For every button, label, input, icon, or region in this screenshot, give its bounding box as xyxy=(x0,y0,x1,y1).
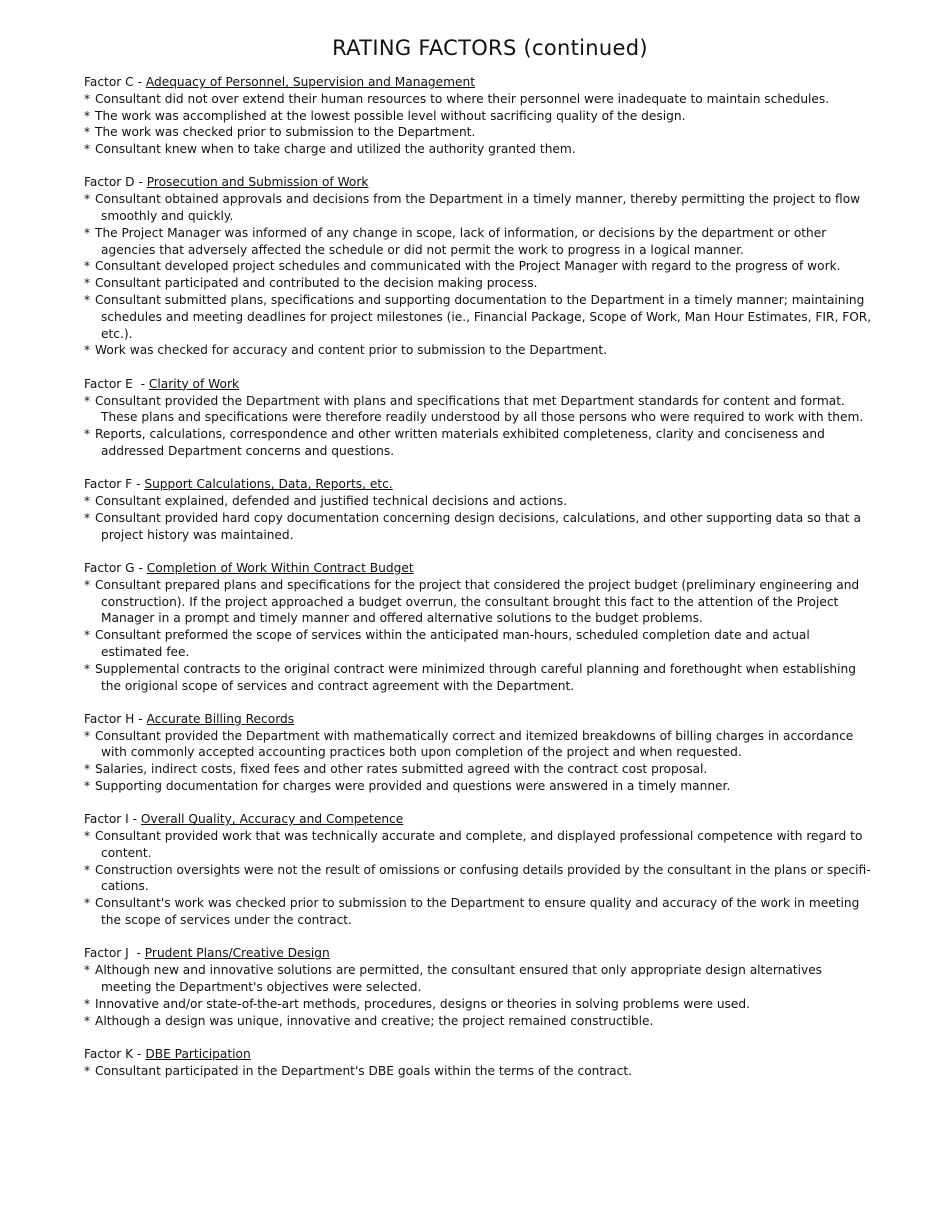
factor-section xyxy=(84,74,874,158)
criteria-text: Consultant provided the Department with mathematically correct and itemized breakdowns of billing charges in accordance with commonly accepted accounting practices both upon completion of the project and when requested. xyxy=(95,728,854,760)
criteria-text: Work was checked for accuracy and content prior to submission to the Department. xyxy=(95,343,607,358)
criteria-text: Consultant developed project schedules and communicated with the Project Manager with regard to the progress of work. xyxy=(95,259,841,274)
factor-title: Clarity of Work xyxy=(148,376,240,391)
criteria-item xyxy=(84,258,874,275)
criteria-item xyxy=(84,225,874,259)
factor-label: Factor G - xyxy=(84,560,147,575)
criteria-item xyxy=(84,761,874,778)
criteria-item xyxy=(84,661,874,695)
criteria-text: Consultant explained, defended and justified technical decisions and actions. xyxy=(95,494,568,509)
bullet-asterisk: * xyxy=(84,91,91,106)
factor-title: DBE Participation xyxy=(145,1046,251,1061)
bullet-asterisk: * xyxy=(84,762,91,777)
criteria-text: Consultant's work was checked prior to submission to the Department to ensure quality and accuracy of the work in meeting the scope of services under the contract. xyxy=(95,896,860,928)
factor-label: Factor J - xyxy=(84,946,145,961)
criteria-item xyxy=(84,895,874,929)
criteria-text: Supplemental contracts to the original contract were minimized through careful planning and forethought when establishing the origional scope of services and contract agreement with the Department. xyxy=(95,661,856,693)
bullet-asterisk: * xyxy=(84,125,91,140)
factor-heading xyxy=(84,376,874,393)
criteria-text: Although new and innovative solutions are permitted, the consultant ensured that only appropriate design alternatives meeting the Department's objectives were selected. xyxy=(95,963,823,994)
factor-title: Adequacy of Personnel, Supervision and Management xyxy=(145,75,476,89)
criteria-text: Salaries, indirect costs, fixed fees and other rates submitted agreed with the contract cost proposal. xyxy=(95,762,708,777)
criteria-text: Consultant obtained approvals and decisions from the Department in a timely manner, thereby permitting the project to flow smoothly and quickly. xyxy=(95,192,861,224)
factor-section xyxy=(84,711,874,795)
criteria-item xyxy=(84,292,874,342)
criteria-item xyxy=(84,275,874,292)
criteria-item xyxy=(84,1013,874,1030)
criteria-item xyxy=(84,862,874,896)
factor-section xyxy=(84,560,874,694)
factor-label: Factor E - xyxy=(84,376,149,391)
factor-title: Accurate Billing Records xyxy=(146,711,295,726)
criteria-list xyxy=(84,493,874,543)
criteria-text: Supporting documentation for charges were provided and questions were answered in a timely manner. xyxy=(95,778,731,793)
criteria-item xyxy=(84,962,874,996)
factor-title: Support Calculations, Data, Reports, etc. xyxy=(144,477,393,492)
criteria-text: Consultant did not over extend their human resources to where their personnel were inadequate to maintain schedules. xyxy=(95,91,830,106)
criteria-text: The work was checked prior to submission to the Department. xyxy=(95,125,476,140)
criteria-list xyxy=(84,962,874,1029)
criteria-text: Consultant provided hard copy documentation concerning design decisions, calculations, and other supporting data so that a project history was maintained. xyxy=(95,510,861,542)
factor-heading xyxy=(84,476,874,493)
factor-label: Factor H - xyxy=(84,711,147,726)
factor-heading xyxy=(84,811,874,828)
page-title: RATING FACTORS (continued) xyxy=(332,36,648,60)
factor-title: Overall Quality, Accuracy and Competence xyxy=(140,812,404,827)
factor-title: Prudent Plans/Creative Design xyxy=(144,946,330,961)
criteria-list xyxy=(84,577,874,695)
criteria-item xyxy=(84,728,874,762)
criteria-text: Although a design was unique, innovative and creative; the project remained constructible. xyxy=(95,1013,654,1028)
factor-list xyxy=(84,74,874,1079)
bullet-asterisk: * xyxy=(84,996,91,1011)
criteria-list xyxy=(84,91,874,158)
bullet-asterisk: * xyxy=(84,829,91,844)
bullet-asterisk: * xyxy=(84,577,91,592)
bullet-asterisk: * xyxy=(84,259,91,274)
criteria-text: Consultant provided the Department with plans and specifications that met Department standards for content and format. These plans and specifications were therefore readily understood by all those persons who were required to work with them. xyxy=(95,393,864,425)
criteria-text: Consultant participated and contributed to the decision making process. xyxy=(95,276,538,291)
criteria-text: Reports, calculations, correspondence and other written materials exhibited completeness, clarity and conciseness and addressed Department concerns and questions. xyxy=(95,427,825,458)
factor-label: Factor K - xyxy=(84,1046,146,1061)
factor-label: Factor I - xyxy=(84,812,141,827)
criteria-item xyxy=(84,141,874,158)
factor-label: Factor C - xyxy=(84,75,146,89)
bullet-asterisk: * xyxy=(84,225,91,240)
criteria-item xyxy=(84,627,874,661)
bullet-asterisk: * xyxy=(84,343,91,358)
bullet-asterisk: * xyxy=(84,661,91,676)
criteria-text: Consultant submitted plans, specifications and supporting documentation to the Department in a timely manner; maintaining schedules and meeting deadlines for project milestones (ie., Financial Package, Scope of Work, Man Hour Estimates, FIR, FOR, etc.). xyxy=(95,293,872,341)
criteria-list xyxy=(84,191,874,359)
criteria-item xyxy=(84,778,874,795)
criteria-item xyxy=(84,393,874,427)
factor-heading xyxy=(84,711,874,728)
bullet-asterisk: * xyxy=(84,628,91,643)
criteria-item xyxy=(84,108,874,125)
criteria-item xyxy=(84,191,874,225)
criteria-text: Consultant preformed the scope of services within the anticipated man-hours, scheduled completion date and actual estimated fee. xyxy=(95,628,810,659)
factor-section xyxy=(84,811,874,929)
factor-section xyxy=(84,1046,874,1080)
criteria-list xyxy=(84,393,874,460)
criteria-text: Consultant knew when to take charge and utilized the authority granted them. xyxy=(95,142,576,157)
factor-heading xyxy=(84,945,874,962)
criteria-text: Construction oversights were not the result of omissions or confusing details provided by the consultant in the plans or specifi-cations. xyxy=(95,862,871,894)
criteria-item xyxy=(84,1063,874,1080)
criteria-item xyxy=(84,124,874,141)
factor-heading xyxy=(84,1046,874,1063)
criteria-list xyxy=(84,1063,874,1080)
factor-section xyxy=(84,945,874,1029)
criteria-text: Consultant prepared plans and specifications for the project that considered the project budget (preliminary engineering and construction). If the project approached a budget overrun, the consultant brought this fact to the attention of the Project Manager in a prompt and timely manner and offered alternative solutions to the budget problems. xyxy=(95,577,860,626)
criteria-list xyxy=(84,728,874,795)
factor-heading xyxy=(84,560,874,577)
bullet-asterisk: * xyxy=(84,393,91,408)
factor-section xyxy=(84,174,874,359)
factor-label: Factor F - xyxy=(84,477,145,492)
bullet-asterisk: * xyxy=(84,510,91,525)
criteria-item xyxy=(84,996,874,1013)
criteria-item xyxy=(84,91,874,108)
document-page xyxy=(84,36,874,1096)
bullet-asterisk: * xyxy=(84,1013,91,1028)
bullet-asterisk: * xyxy=(84,778,91,793)
factor-section xyxy=(84,376,874,460)
bullet-asterisk: * xyxy=(84,192,91,207)
criteria-item xyxy=(84,342,874,359)
factor-label: Factor D - xyxy=(84,175,147,190)
criteria-item xyxy=(84,493,874,510)
criteria-text: Consultant participated in the Department's DBE goals within the terms of the contract. xyxy=(95,1063,632,1078)
criteria-list xyxy=(84,828,874,929)
criteria-text: Innovative and/or state-of-the-art methods, procedures, designs or theories in solving problems were used. xyxy=(95,996,751,1011)
bullet-asterisk: * xyxy=(84,108,91,123)
bullet-asterisk: * xyxy=(84,293,91,308)
bullet-asterisk: * xyxy=(84,142,91,157)
bullet-asterisk: * xyxy=(84,728,91,743)
factor-section xyxy=(84,476,874,543)
factor-title: Completion of Work Within Contract Budget xyxy=(146,560,414,575)
criteria-item xyxy=(84,577,874,627)
criteria-item xyxy=(84,510,874,544)
criteria-text: The Project Manager was informed of any change in scope, lack of information, or decisions by the department or other agencies that adversely affected the schedule or did not permit the work to progress in a logical manner. xyxy=(95,225,827,257)
bullet-asterisk: * xyxy=(84,494,91,509)
bullet-asterisk: * xyxy=(84,1063,91,1078)
criteria-item xyxy=(84,828,874,862)
bullet-asterisk: * xyxy=(84,963,91,978)
factor-title: Prosecution and Submission of Work xyxy=(146,175,369,190)
bullet-asterisk: * xyxy=(84,427,91,442)
criteria-item xyxy=(84,426,874,460)
bullet-asterisk: * xyxy=(84,896,91,911)
factor-heading xyxy=(84,74,874,91)
bullet-asterisk: * xyxy=(84,862,91,877)
criteria-text: Consultant provided work that was technically accurate and complete, and displayed professional competence with regard to content. xyxy=(95,829,863,860)
bullet-asterisk: * xyxy=(84,276,91,291)
criteria-text: The work was accomplished at the lowest possible level without sacrificing quality of the design. xyxy=(95,108,686,123)
factor-heading xyxy=(84,174,874,191)
